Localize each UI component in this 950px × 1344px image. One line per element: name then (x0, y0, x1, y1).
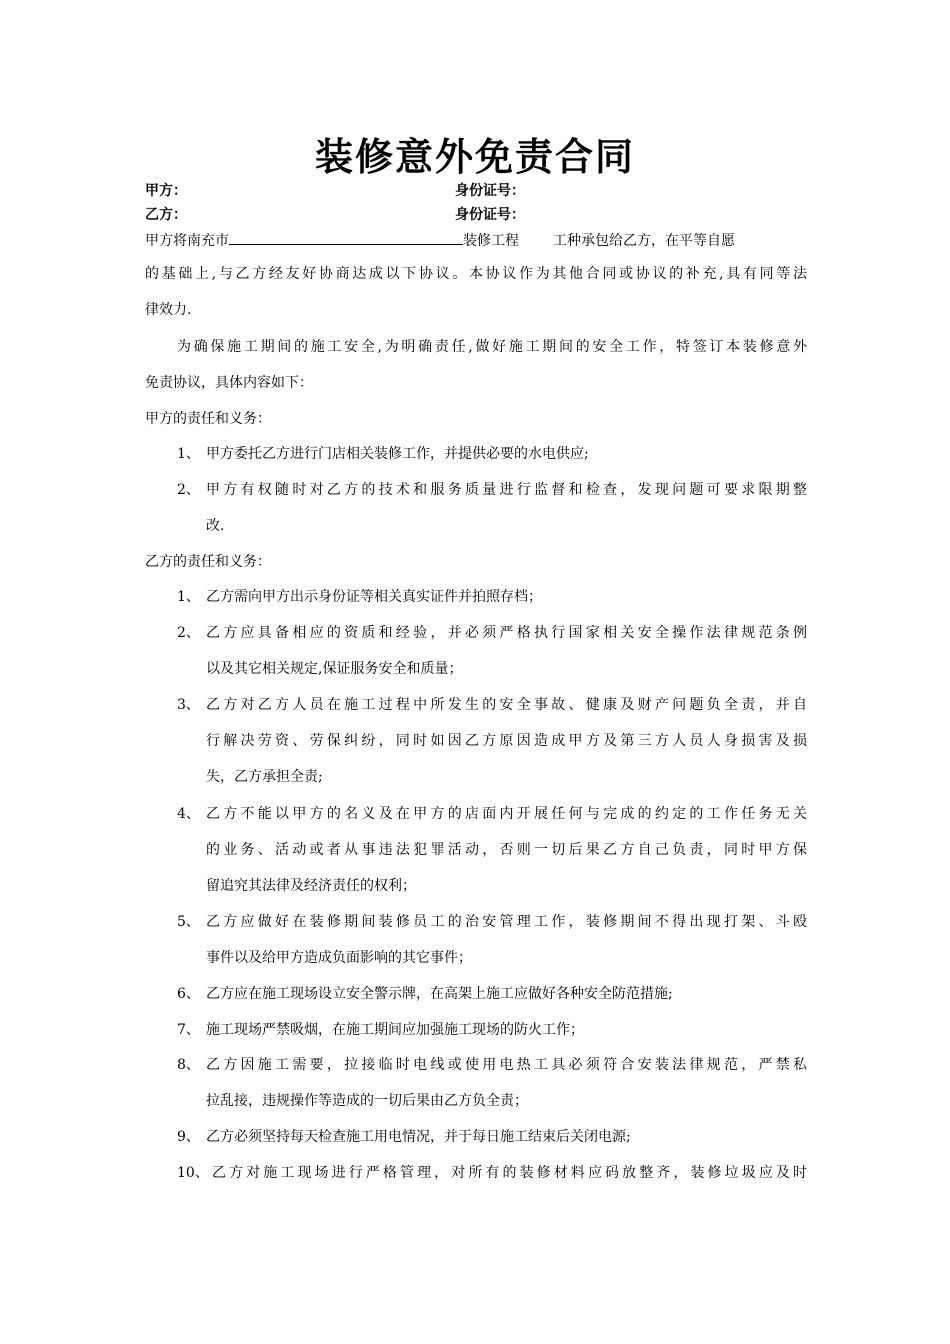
list-item-text: 乙方因施工需要，拉接临时电线或使用电热工具必须符合安装法律规范，严禁私 (206, 1057, 807, 1073)
list-item-text: 乙方对乙方人员在施工过程中所发生的安全事故、健康及财产问题负全责，并自 (206, 697, 807, 713)
intro-part-2: 装修工程 (463, 233, 519, 249)
project-blank (229, 228, 463, 245)
list-item-text: 乙方应具备相应的资质和经验，并必须严格执行国家相关安全操作法律规范条例 (206, 625, 807, 641)
list-item-text: 留追究其法律及经济责任的权利； (206, 878, 416, 894)
list-item-number: 7、 (177, 1022, 200, 1038)
party-b-label: 乙方： (145, 207, 187, 223)
section-b-heading: 乙方的责任和义务： (145, 554, 271, 570)
list-item-text: 行解决劳资、劳保纠纷，同时如因乙方原因造成甲方及第三方人员人身损害及损 (206, 733, 807, 749)
list-item-text: 乙方必须坚持每天检查施工用电情况，并于每日施工结束后关闭电源; (206, 1129, 631, 1145)
intro-line-2: 的基础上,与乙方经友好协商达成以下协议。本协议作为其他合同或协议的补充,具有同等法 (145, 266, 807, 282)
list-item-text: 甲方委托乙方进行门店相关装修工作，并提供必要的水电供应; (206, 446, 589, 462)
list-item-text: 甲方有权随时对乙方的技术和服务质量进行监督和检查，发现问题可要求限期整 (206, 482, 807, 498)
list-item-number: 4、 (177, 806, 200, 822)
section-a-heading: 甲方的责任和义务： (145, 411, 271, 427)
list-item-text: 拉乱接，违规操作等造成的一切后果由乙方负全责； (206, 1093, 528, 1109)
list-item-number: 8、 (177, 1057, 200, 1073)
list-item-text: 改. (206, 518, 225, 534)
list-item-text: 乙方对施工现场进行严格管理，对所有的装修材料应码放整齐，装修垃圾应及时 (212, 1165, 807, 1181)
list-item-number: 10、 (177, 1165, 209, 1181)
list-item-number: 6、 (177, 986, 200, 1002)
list-item-text: 事件以及给甲方造成负面影响的其它事件； (206, 950, 472, 966)
party-b-id-label: 身份证号： (455, 207, 525, 223)
list-item-number: 5、 (177, 914, 200, 930)
list-item-text: 乙方应做好在装修期间装修员工的治安管理工作，装修期间不得出现打架、斗殴 (206, 914, 807, 930)
list-item-number: 2、 (177, 625, 200, 641)
list-item-number: 1、 (177, 589, 200, 605)
purpose-line-1: 为确保施工期间的施工安全,为明确责任,做好施工期间的安全工作，特签订本装修意外 (177, 339, 807, 355)
list-item-text: 乙方不能以甲方的名义及在甲方的店面内开展任何与完成的约定的工作任务无关 (206, 806, 807, 822)
intro-line-1 (145, 228, 735, 251)
list-item-number: 1、 (177, 446, 200, 462)
list-item-text: 乙方应在施工现场设立安全警示牌，在高架上施工应做好各种安全防范措施; (206, 986, 673, 1002)
list-item-text: 以及其它相关规定,保证服务安全和质量； (206, 661, 463, 677)
intro-part-3: 工种承包给乙方，在平等自愿 (553, 233, 735, 249)
list-item-number: 2、 (177, 482, 200, 498)
document-title: 装修意外免责合同 (314, 135, 635, 179)
list-item-number: 9、 (177, 1129, 200, 1145)
party-a-label: 甲方： (145, 183, 187, 199)
list-item-text: 施工现场严禁吸烟，在施工期间应加强施工现场的防火工作； (206, 1022, 584, 1038)
intro-line-3: 律效力. (145, 302, 192, 318)
purpose-line-2: 免责协议，具体内容如下： (145, 375, 313, 391)
list-item-text: 失，乙方承担全责; (206, 769, 323, 785)
list-item-text: 乙方需向甲方出示身份证等相关真实证件并拍照存档； (206, 589, 542, 605)
list-item-text: 的业务、活动或者从事违法犯罪活动，否则一切后果乙方自己负责，同时甲方保 (206, 842, 807, 858)
intro-part-1: 甲方将南充市 (145, 233, 229, 249)
list-item-number: 3、 (177, 697, 200, 713)
party-a-id-label: 身份证号： (455, 183, 525, 199)
